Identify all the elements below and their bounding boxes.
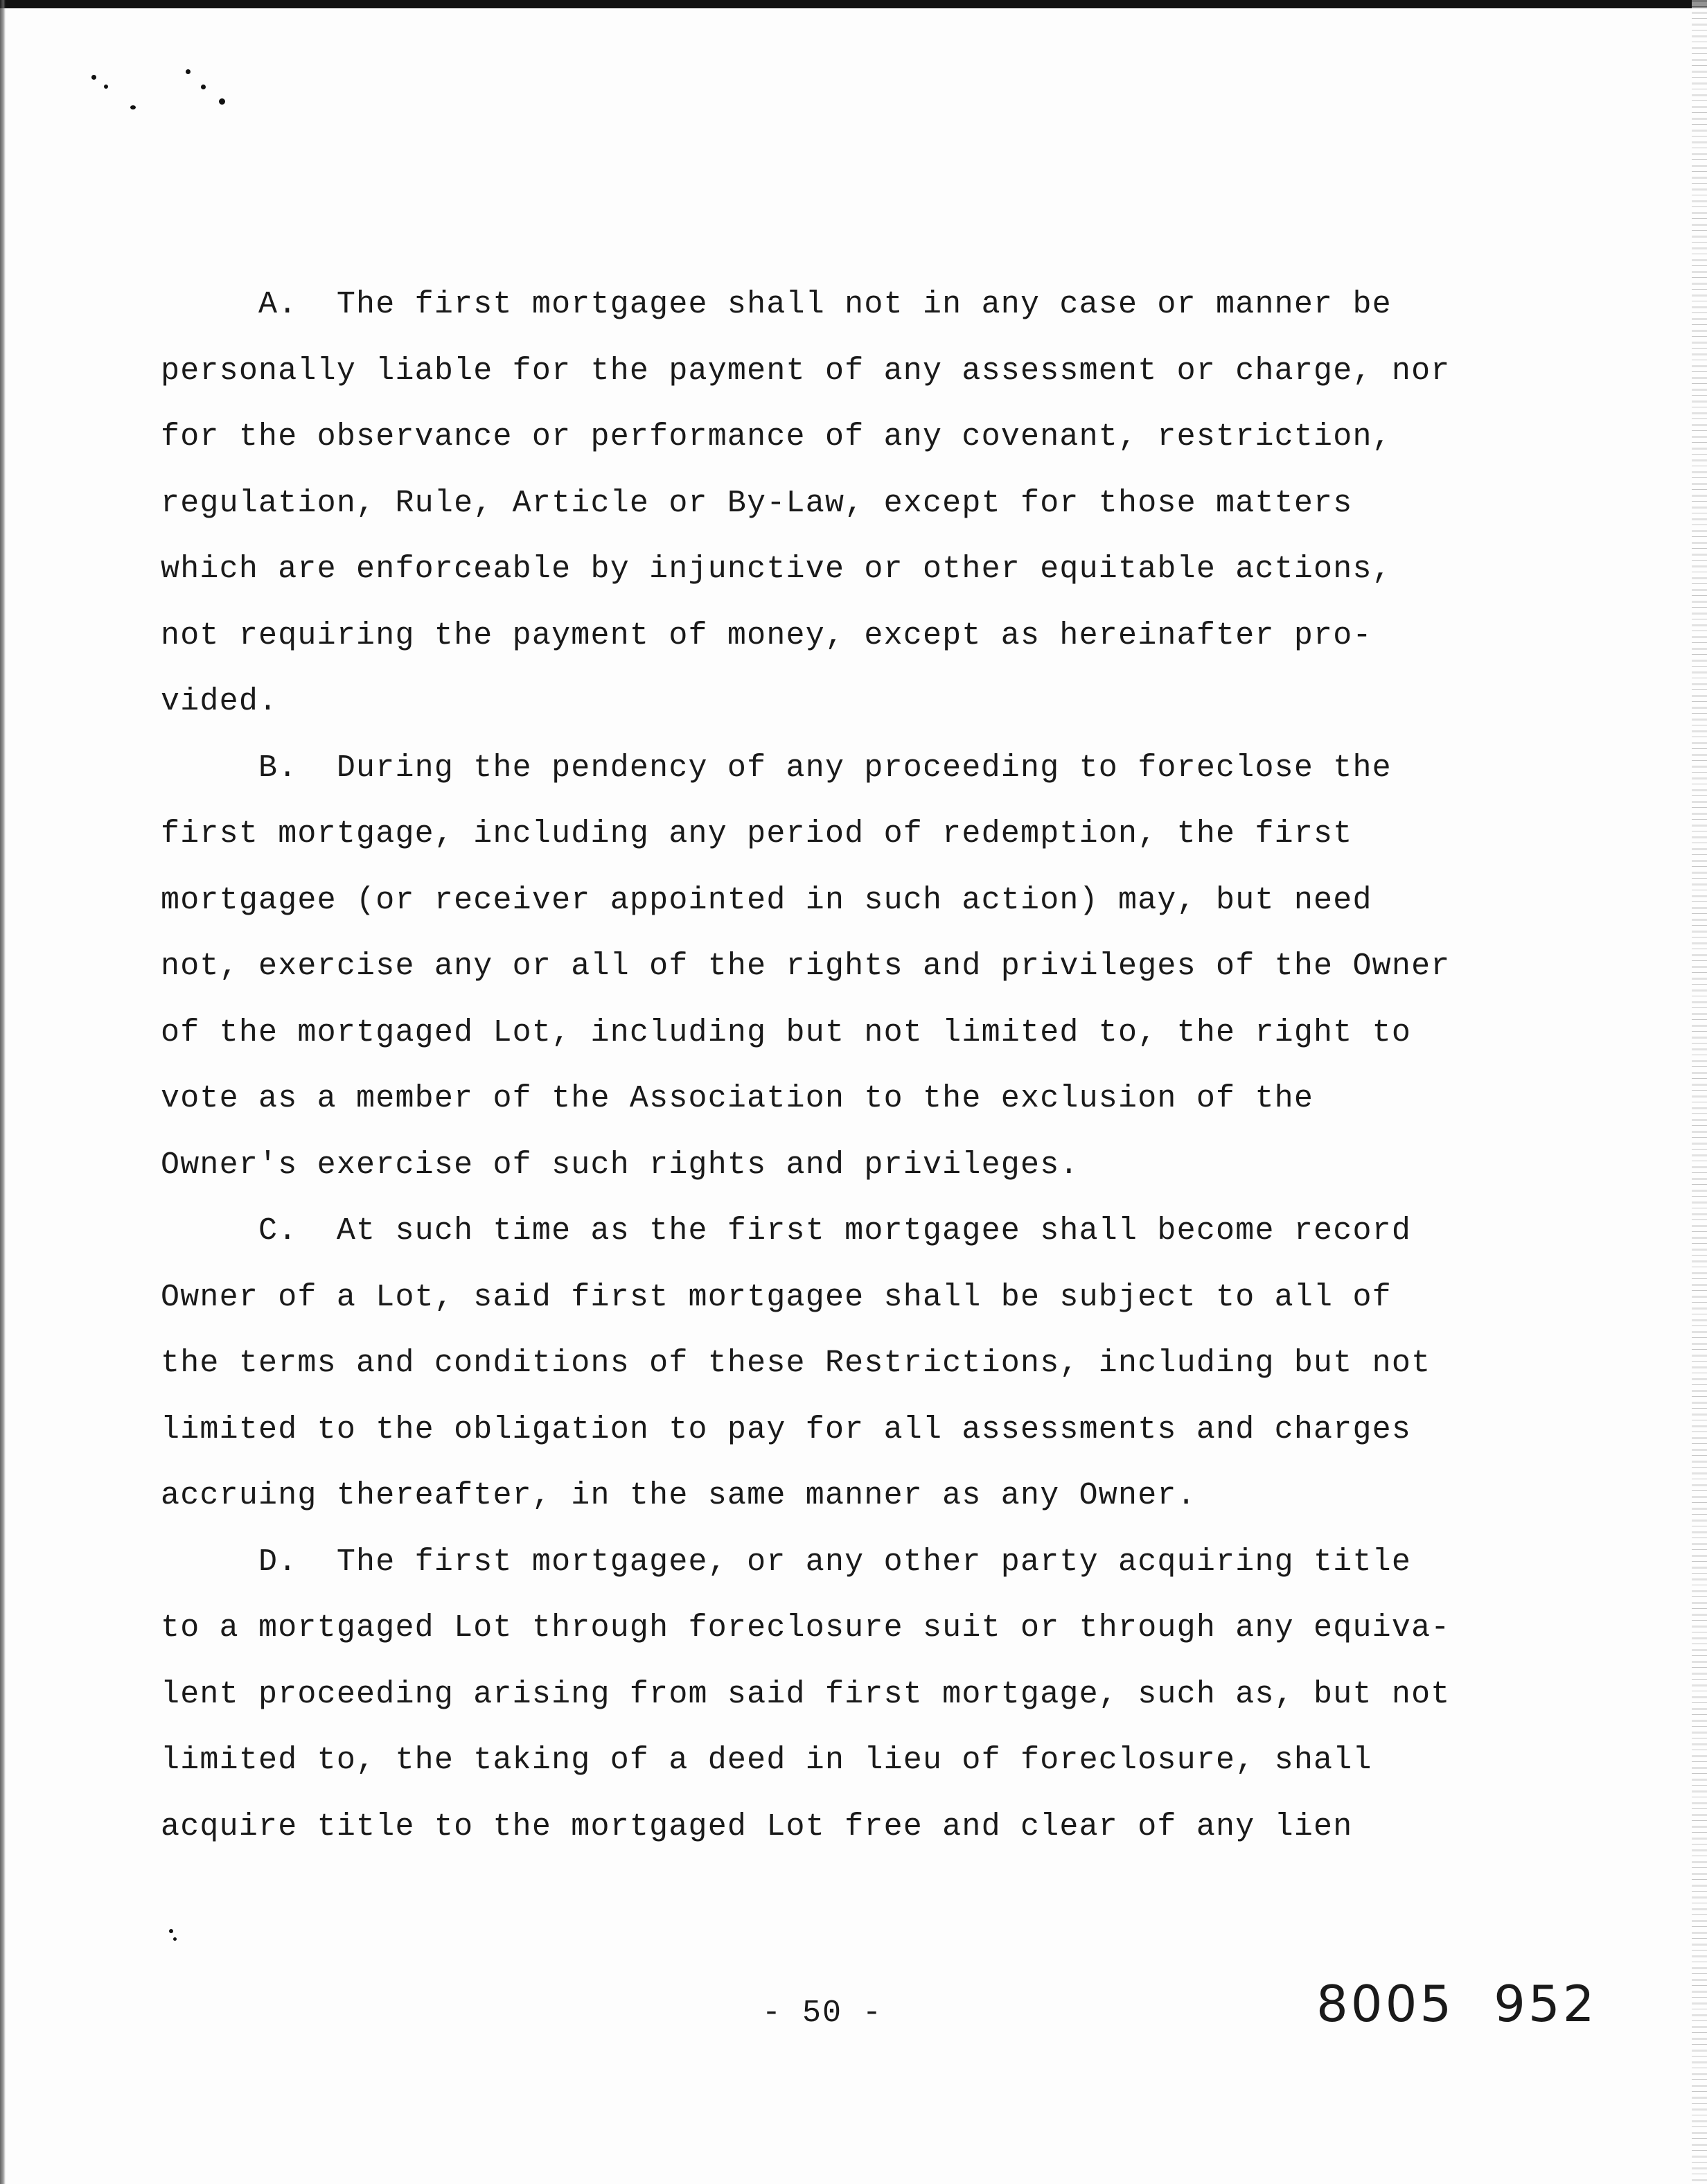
paragraph-b	[161, 735, 1546, 1199]
text-line: of the mortgaged Lot, including but not limited to, the right to	[161, 1014, 1412, 1050]
text-line: lent proceeding arising from said first mortgage, such as, but not	[161, 1676, 1451, 1712]
scan-speck	[91, 75, 96, 80]
scan-speck	[169, 1929, 173, 1933]
text-line: acquire title to the mortgaged Lot free and clear of any lien	[161, 1808, 1353, 1844]
document-body	[161, 272, 1546, 1860]
scan-right-edge	[1692, 0, 1707, 2184]
text-line: D. The first mortgagee, or any other party acquiring title	[161, 1544, 1412, 1580]
text-line: Owner of a Lot, said first mortgagee shall be subject to all of	[161, 1279, 1392, 1315]
text-line: limited to the obligation to pay for all assessments and charges	[161, 1411, 1412, 1447]
page-number: - 50 -	[762, 1996, 883, 2031]
paragraph-d	[161, 1529, 1546, 1860]
scan-speck	[173, 1937, 177, 1941]
text-line: mortgagee (or receiver appointed in such action) may, but need	[161, 882, 1372, 918]
scan-speck	[186, 69, 191, 74]
text-line: A. The first mortgagee shall not in any case or manner be	[161, 287, 1392, 322]
scan-speck	[130, 105, 136, 109]
text-line: the terms and conditions of these Restrictions, including but not	[161, 1346, 1431, 1381]
scan-speck	[219, 98, 225, 105]
scan-speck	[104, 85, 108, 89]
scan-speck	[201, 85, 206, 89]
paragraph-a	[161, 272, 1546, 735]
text-line: B. During the pendency of any proceeding to foreclose the	[161, 750, 1392, 786]
reference-number: 8005 952	[1316, 1975, 1598, 2033]
text-line: Owner's exercise of such rights and privileges.	[161, 1147, 1079, 1183]
text-line: personally liable for the payment of any assessment or charge, nor	[161, 353, 1451, 389]
scan-top-edge	[0, 0, 1707, 8]
text-line: not, exercise any or all of the rights and privileges of the Owner	[161, 949, 1451, 984]
text-line: for the observance or performance of any covenant, restriction,	[161, 419, 1392, 455]
text-line: to a mortgaged Lot through foreclosure suit or through any equiva-	[161, 1610, 1451, 1646]
paragraph-c	[161, 1198, 1546, 1529]
text-line: first mortgage, including any period of redemption, the first	[161, 816, 1353, 852]
text-line: limited to, the taking of a deed in lieu of foreclosure, shall	[161, 1743, 1372, 1778]
text-line: which are enforceable by injunctive or other equitable actions,	[161, 552, 1392, 587]
text-line: vided.	[161, 684, 278, 719]
text-line: regulation, Rule, Article or By-Law, except for those matters	[161, 485, 1353, 521]
text-line: not requiring the payment of money, except as hereinafter pro-	[161, 617, 1372, 653]
text-line: C. At such time as the first mortgagee shall become record	[161, 1213, 1412, 1249]
scan-left-edge	[0, 0, 6, 2184]
text-line: vote as a member of the Association to the exclusion of the	[161, 1081, 1314, 1116]
text-line: accruing thereafter, in the same manner as any Owner.	[161, 1478, 1196, 1513]
